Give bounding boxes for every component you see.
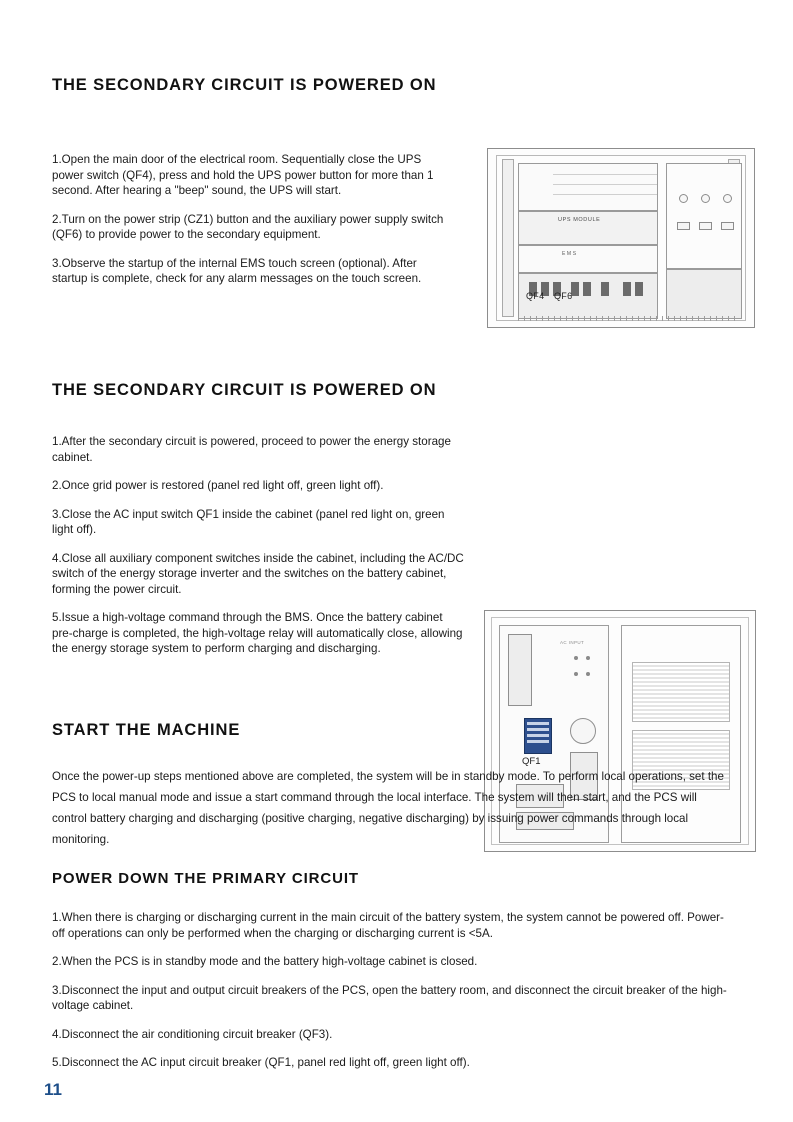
cabinet-side-panel — [666, 163, 742, 269]
paragraph: 5.Disconnect the AC input circuit breaker (QF1, panel red light off, green light off). — [52, 1056, 470, 1069]
page-number: 11 — [44, 1080, 62, 1099]
section-body-start-the-machine — [52, 766, 732, 850]
section-title-secondary-circuit-1: THE SECONDARY CIRCUIT IS POWERED ON — [52, 76, 437, 94]
ems-label-text: EMS — [562, 251, 578, 257]
ventilation-grille-upper — [632, 662, 730, 722]
paragraph: 3.Disconnect the input and output circuit breakers of the PCS, open the battery room, and disconnect the circuit breaker of the high-voltage cabinet. — [52, 983, 727, 1012]
section-body-secondary-circuit-1 — [52, 152, 452, 300]
section-title-secondary-circuit-2: THE SECONDARY CIRCUIT IS POWERED ON — [52, 381, 437, 399]
ac-input-label: AC INPUT — [560, 640, 585, 645]
callout-qf6: QF6 — [554, 291, 573, 301]
section-title-power-down-primary-circuit: POWER DOWN THE PRIMARY CIRCUIT — [52, 870, 359, 887]
paragraph: 2.When the PCS is in standby mode and the battery high-voltage cabinet is closed. — [52, 955, 478, 968]
ups-module-lower — [518, 245, 658, 273]
cabinet-left-rail — [502, 159, 514, 317]
section-title-start-the-machine: START THE MACHINE — [52, 721, 241, 739]
qf1-breaker-device — [524, 718, 552, 754]
paragraph: 2.Turn on the power strip (CZ1) button and the auxiliary power supply switch (QF6) to provide power to the secondary equipment. — [52, 212, 444, 241]
paragraph: 3.Observe the startup of the internal EMS touch screen (optional). After startup is complete, check for any alarm messages on the touch screen. — [52, 256, 422, 285]
paragraph: 4.Close all auxiliary component switches inside the cabinet, including the AC/DC switch of the energy storage inverter and the switches on the battery cabinet, forming the power circuit. — [52, 551, 464, 596]
cabinet-floor-vent — [518, 316, 738, 321]
section-body-secondary-circuit-2 — [52, 434, 464, 670]
paragraph: 2.Once grid power is restored (panel red light off, green light off). — [52, 479, 384, 492]
ups-brand-text: UPS MODULE — [558, 217, 601, 223]
rotary-dial — [570, 718, 596, 744]
paragraph: 4.Disconnect the air conditioning circuit breaker (QF3). — [52, 1027, 333, 1041]
cabinet-access-door — [666, 269, 742, 319]
callout-qf1: QF1 — [522, 756, 541, 767]
paragraph: Once the power-up steps mentioned above are completed, the system will be in standby mode. To perform local operations, set the PCS to local manual mode and issue a start command through the local interface. The system will then start, and the PCS will control battery charging and discharging (positive charging, negative discharging) by issuing power commands through local monitoring. — [52, 770, 724, 846]
paragraph: 3.Close the AC input switch QF1 inside the cabinet (panel red light on, green light off). — [52, 507, 445, 536]
paragraph: 1.Open the main door of the electrical room. Sequentially close the UPS power switch (QF4), press and hold the UPS power button for more than 1 second. After hearing a "beep" sound, the UPS will start. — [52, 153, 434, 197]
busbar-assembly — [508, 634, 532, 706]
ups-module-upper — [518, 163, 658, 211]
paragraph: 1.When there is charging or discharging current in the main circuit of the battery system, the system cannot be powered off. Power-off operations can only be performed when the charging or discharging current is <5A. — [52, 911, 724, 940]
callout-qf4: QF4 — [526, 291, 545, 301]
paragraph: 5.Issue a high-voltage command through the BMS. Once the battery cabinet pre-charge is completed, the high-voltage relay will automatically close, allowing the energy storage system to perform charging and discharging. — [52, 611, 463, 655]
paragraph: 1.After the secondary circuit is powered, proceed to power the energy storage cabinet. — [52, 435, 451, 464]
section-body-power-down-primary-circuit — [52, 910, 732, 1084]
electrical-room-cabinet-photo — [487, 148, 755, 328]
